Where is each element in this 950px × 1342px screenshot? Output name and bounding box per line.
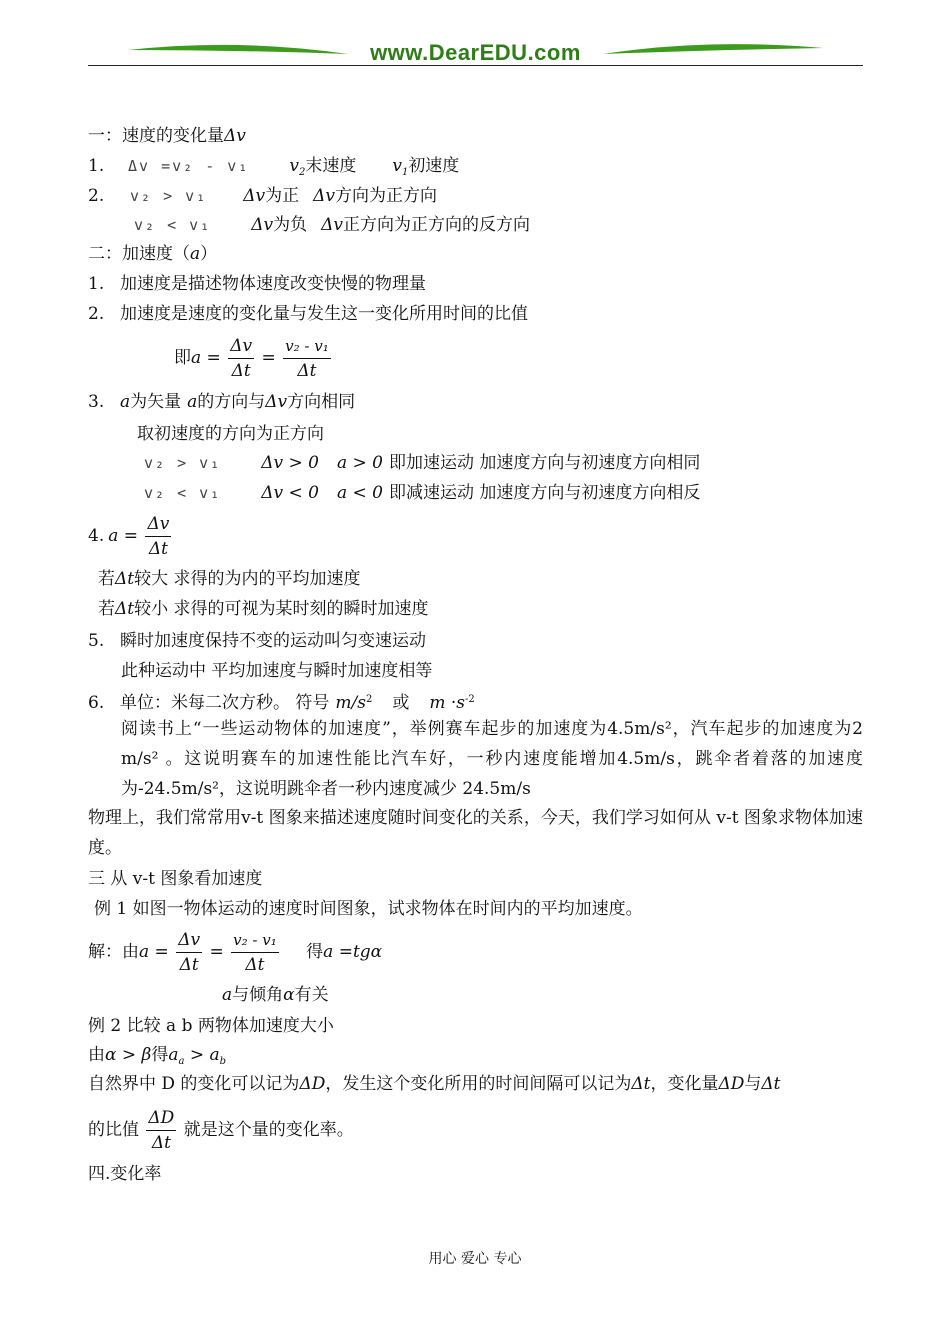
s2-item-2: 2. 加速度是速度的变化量与发生这一变化所用时间的比值 <box>88 304 528 324</box>
nature-sentence: 自然界中 D 的变化可以记为ΔD，发生这个变化所用的时间间隔可以记为Δt，变化量ΔD与Δt <box>88 1074 781 1094</box>
s2-equation: 即a = $\frac{\Delta v}{\Delta t}$ = $\frac{\text{v₂ - v₁}}{\Delta t}$ <box>174 336 329 381</box>
s2-item-6: 6. 单位：米每二次方秒。 符号 $m/s^2$ 或 $m \cdot s^{-2}$ <box>88 693 475 713</box>
s2-item-1: 1. 加速度是描述物体速度改变快慢的物理量 <box>88 274 426 294</box>
formula-v2-gt-v1: v₂ > v₁ <box>130 187 208 205</box>
section-4-title: 四.变化率 <box>88 1164 162 1184</box>
example-1: 例 1 如图一物体运动的速度时间图象，试求物体在时间内的平均加速度。 <box>94 899 643 919</box>
example-1-note: a与倾角α有关 <box>222 985 329 1005</box>
example-1-solution: 解：由a = $\frac{\Delta v}{\Delta t}$ = $\frac{\text{v₂ - v₁}}{\Delta t}$ 得a =tgα <box>88 930 383 975</box>
s2-item-3-sub: 取初速度的方向为正方向 <box>137 424 324 444</box>
section-1-title: 一：速度的变化量Δv <box>88 126 246 146</box>
formula-v2-lt-v1: v₂ < v₁ <box>134 216 212 234</box>
section-2-title: 二：加速度（a） <box>88 244 218 264</box>
s2-item-4-large: 若Δt较大 求得的为内的平均加速度 <box>98 569 361 589</box>
s2-case-decel: v₂ < v₁ Δv < 0 a < 0 即减速运动 加速度方向与初速度方向相反 <box>144 483 701 503</box>
example-2: 例 2 比较 a b 两物体加速度大小 <box>88 1016 334 1036</box>
s2-case-accel: v₂ > v₁ Δv > 0 a > 0 即加速运动 加速度方向与初速度方向相同 <box>144 453 701 473</box>
s1-line-2: 2. v₂ > v₁ Δv为正 Δv方向为正方向 <box>88 186 437 206</box>
formula-dv: Δv =v₂ - v₁ <box>128 157 250 175</box>
ratio-sentence: 的比值 $\frac{\Delta D}{\Delta t}$ 就是这个量的变化率。 <box>88 1108 354 1153</box>
s2-item-4: 4. a = $\frac{\Delta v}{\Delta t}$ <box>88 514 170 559</box>
s2-item-4-small: 若Δt较小 求得的可视为某时刻的瞬时加速度 <box>98 599 429 619</box>
page-footer: 用心 爱心 专心 <box>428 1251 522 1267</box>
s2-item-5-sub: 此种运动中 平均加速度与瞬时加速度相等 <box>121 661 433 681</box>
s2-item-3: 3. a为矢量 a的方向与Δv方向相同 <box>88 392 356 412</box>
section-3-title: 三 从 v-t 图象看加速度 <box>88 869 263 889</box>
header-rule <box>88 65 863 66</box>
s1-line-3: v₂ < v₁ Δv为负 Δv正方向为正方向的反方向 <box>134 215 530 235</box>
s2-item-5: 5. 瞬时加速度保持不变的运动叫匀变速运动 <box>88 631 426 651</box>
physics-paragraph: 物理上，我们常常用v-t 图象来描述速度随时间变化的关系，今天，我们学习如何从 v-t 图象求物体加速度。 <box>88 808 863 858</box>
reading-paragraph: 阅读书上“一些运动物体的加速度”，举例赛车起步的加速度为4.5m/s²，汽车起步的加速度为2 m/s² 。这说明赛车的加速性能比汽车好，一秒内速度能增加4.5m/s，跳伞者着落的加速度为-24.5m/s²，这说明跳伞者一秒内速度减少 24.5m/s <box>121 719 863 799</box>
site-logo-text[interactable]: www.DearEDU.com <box>370 40 581 65</box>
s1-line-1: 1. Δv =v₂ - v₁ $v_2$末速度 $v_1$初速度 <box>88 156 460 178</box>
example-2-solution: 由α > β得$a_a > a_b$ <box>88 1045 227 1067</box>
